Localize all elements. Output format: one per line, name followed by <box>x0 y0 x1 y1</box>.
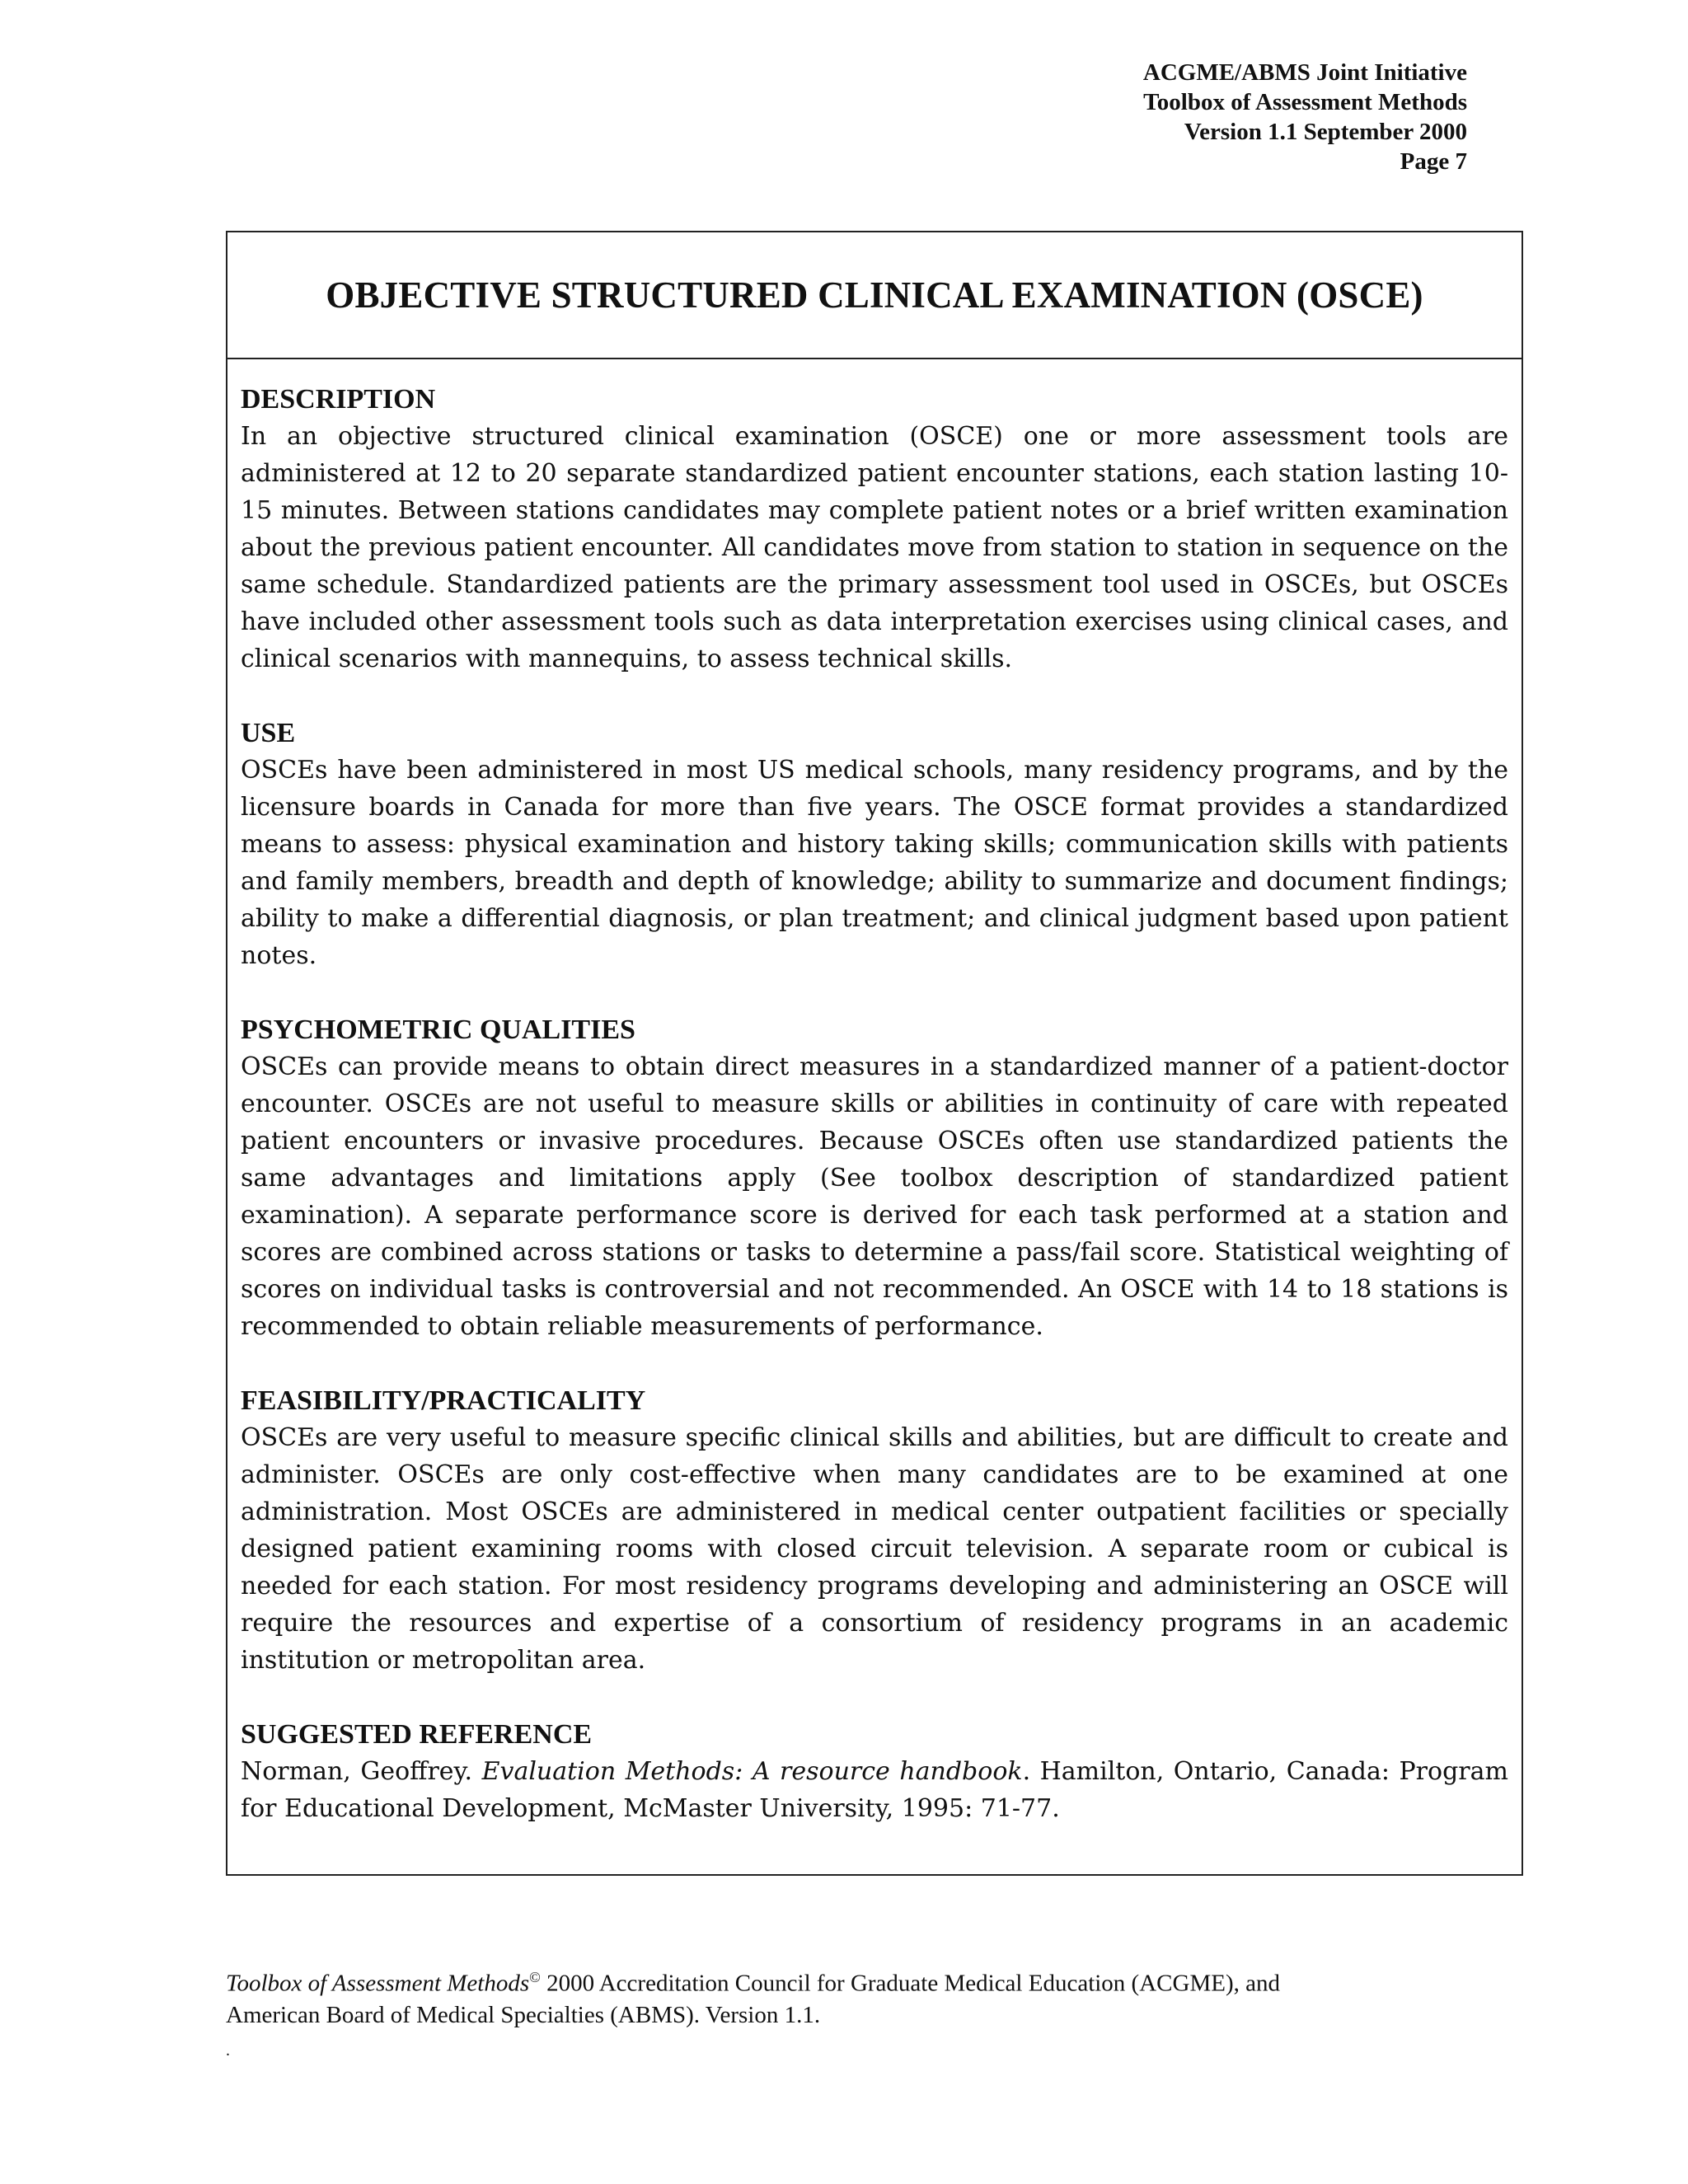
page-footer <box>226 1961 1512 2059</box>
section-heading: PSYCHOMETRIC QUALITIES <box>241 1015 635 1045</box>
section-heading: FEASIBILITY/PRACTICALITY <box>241 1385 646 1416</box>
header-page-number: Page 7 <box>1400 148 1467 175</box>
section-heading: USE <box>241 718 296 748</box>
footer-line-2: American Board of Medical Specialties (ABMS). Version 1.1. <box>226 2001 821 2028</box>
reference-publication-details: . Hamilton, Ontario, Canada: Program for Educational Development, McMaster University, 1995: 71-77. <box>241 1757 1508 1823</box>
section-heading: SUGGESTED REFERENCE <box>241 1719 593 1750</box>
reference-book-title: Evaluation Methods: A resource handbook <box>481 1757 1023 1786</box>
section-psychometric-qualities <box>241 1011 1508 1345</box>
section-feasibility <box>241 1382 1508 1679</box>
page-title: OBJECTIVE STRUCTURED CLINICAL EXAMINATION (OSCE) <box>326 274 1423 316</box>
section-description <box>241 381 1508 677</box>
section-paragraph: OSCEs are very useful to measure specific clinical skills and abilities, but are difficult to create and administer. OSCEs are only cost-effective when many candidates are to be examined at one administration. Most OSCEs are administered in medical center outpatient facilities or specially designed patient examining rooms with closed circuit television. A separate room or cubical is needed for each station. For most residency programs developing and administering an OSCE will require the resources and expertise of a consortium of residency programs in an academic institution or metropolitan area. <box>241 1423 1508 1675</box>
content-body <box>227 359 1522 1827</box>
header-initiative: ACGME/ABMS Joint Initiative <box>1142 59 1467 86</box>
header-toolbox: Toolbox of Assessment Methods <box>1143 89 1467 115</box>
reference-author: Norman, Geoffrey. <box>241 1757 473 1786</box>
content-frame <box>226 231 1523 1876</box>
section-paragraph: In an objective structured clinical examination (OSCE) one or more assessment tools are administered at 12 to 20 separate standardized patient encounter stations, each station lasting 10-15 minutes. Between stations candidates may complete patient notes or a brief written examination about the previous patient encounter. All candidates move from station to station in sequence on the same schedule. Standardized patients are the primary assessment tool used in OSCEs, but OSCEs have included other assessment tools such as data interpretation exercises using clinical cases, and clinical scenarios with mannequins, to assess technical skills. <box>241 422 1508 673</box>
footer-trailing-mark: . <box>226 2041 230 2060</box>
reference-citation <box>241 1753 1508 1827</box>
title-band <box>227 232 1522 359</box>
section-use <box>241 715 1508 974</box>
footer-line-1 <box>226 1961 1512 1999</box>
copyright-mark: © <box>529 1969 541 1985</box>
section-heading: DESCRIPTION <box>241 384 436 415</box>
running-header <box>1143 58 1467 176</box>
section-suggested-reference <box>241 1716 1508 1827</box>
header-version: Version 1.1 September 2000 <box>1184 119 1467 145</box>
section-paragraph: OSCEs have been administered in most US medical schools, many residency programs, and by the licensure boards in Canada for more than five years. The OSCE format provides a standardized means to assess: physical examination and history taking skills; communication skills with patients and family members, breadth and depth of knowledge; ability to summarize and document findings; ability to make a differential diagnosis, or plan treatment; and clinical judgment based upon patient notes. <box>241 756 1508 970</box>
section-paragraph: OSCEs can provide means to obtain direct measures in a standardized manner of a patient-doctor encounter. OSCEs are not useful to measure skills or abilities in continuity of care with repeated patient encounters or invasive procedures. Because OSCEs often use standardized patients the same advantages and limitations apply (See toolbox description of standardized patient examination). A separate performance score is derived for each task performed at a station and scores are combined across stations or tasks to determine a pass/fail score. Statistical weighting of scores on individual tasks is controversial and not recommended. An OSCE with 14 to 18 stations is recommended to obtain reliable measurements of performance. <box>241 1052 1508 1341</box>
footer-toolbox-title: Toolbox of Assessment Methods <box>226 1970 530 1997</box>
footer-copyright-text: 2000 Accreditation Council for Graduate Medical Education (ACGME), and <box>540 1970 1280 1997</box>
